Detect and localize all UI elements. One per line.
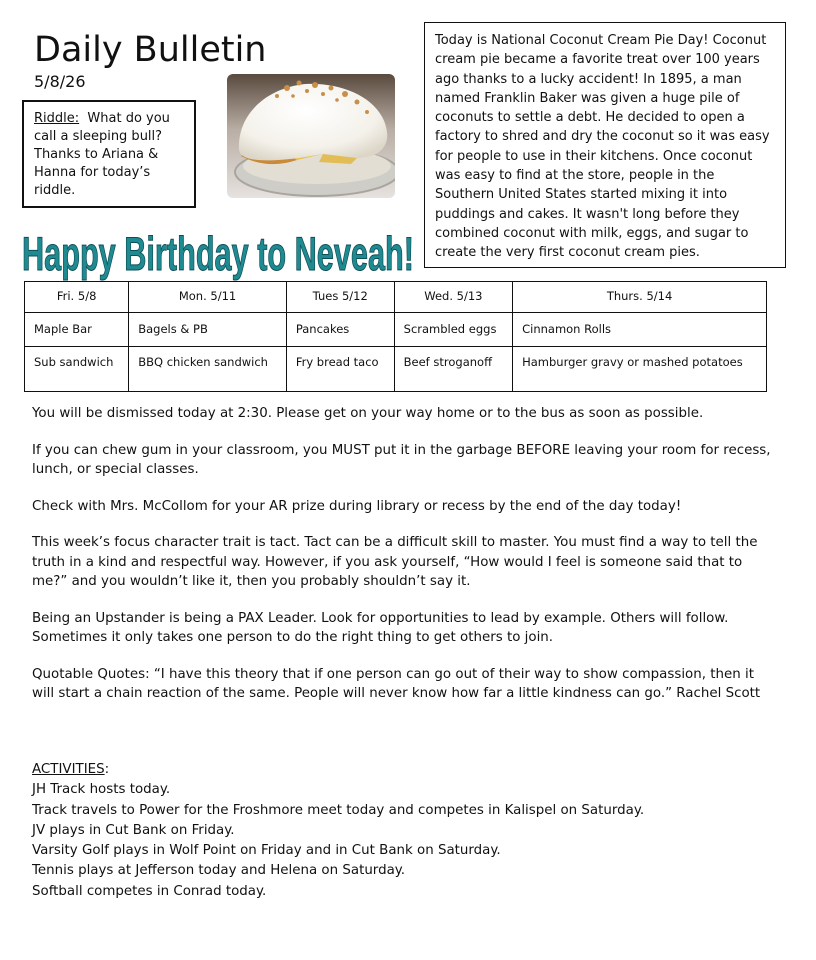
menu-lunch: Beef stroganoff <box>394 347 512 392</box>
riddle-text: What do you call a sleeping bull? Thanks to Ariana & Hanna for today’s riddle. <box>34 111 170 198</box>
activity-item: JH Track hosts today. <box>32 782 171 798</box>
menu-breakfast: Scrambled eggs <box>394 313 512 347</box>
announcement-ar-prize: Check with Mrs. McCollom for your AR prize during library or recess by the end of the day today! <box>32 498 682 514</box>
lunch-menu-table <box>24 281 767 392</box>
menu-lunch: Sub sandwich <box>25 347 129 392</box>
table-row <box>25 313 767 347</box>
menu-day: Wed. 5/13 <box>394 282 512 313</box>
activities-section <box>32 760 778 902</box>
activity-item: Track travels to Power for the Froshmore meet today and competes in Kalispel on Saturday. <box>32 802 645 818</box>
menu-day: Fri. 5/8 <box>25 282 129 313</box>
menu-lunch: Fry bread taco <box>286 347 394 392</box>
activity-item: Softball competes in Conrad today. <box>32 883 267 899</box>
activity-item: Varsity Golf plays in Wolf Point on Friday and in Cut Bank on Saturday. <box>32 843 501 859</box>
menu-day: Thurs. 5/14 <box>513 282 767 313</box>
coconut-cream-pie-photo <box>227 74 395 198</box>
menu-breakfast: Pancakes <box>286 313 394 347</box>
announcement-quote: Quotable Quotes: “I have this theory that if one person can go out of their way to show compassion, then it will start a chain reaction of the same. People will never know how far a little kindness can go.” Rachel Scott <box>32 666 761 701</box>
table-row <box>25 347 767 392</box>
bulletin-date: 5/8/26 <box>34 72 86 91</box>
activities-heading-line <box>32 760 778 780</box>
bulletin-title: Daily Bulletin <box>34 30 267 70</box>
birthday-text: Happy Birthday to Neveah! <box>22 227 414 280</box>
activity-item: Tennis plays at Jefferson today and Helena on Saturday. <box>32 863 406 879</box>
announcement-upstander: Being an Upstander is being a PAX Leader. Look for opportunities to lead by example. Others will follow. Sometimes it only takes one person to do the right thing to get others to join. <box>32 610 729 645</box>
riddle-box <box>22 100 196 208</box>
menu-lunch: Hamburger gravy or mashed potatoes <box>513 347 767 392</box>
birthday-wordart <box>18 214 418 286</box>
menu-breakfast: Cinnamon Rolls <box>513 313 767 347</box>
menu-lunch: BBQ chicken sandwich <box>129 347 287 392</box>
announcements <box>32 404 778 721</box>
activity-item: JV plays in Cut Bank on Friday. <box>32 822 235 838</box>
announcement-dismissal: You will be dismissed today at 2:30. Please get on your way home or to the bus as soon as possible. <box>32 406 704 421</box>
menu-day: Tues 5/12 <box>286 282 394 313</box>
activities-colon: : <box>104 762 110 777</box>
activities-heading: ACTIVITIES <box>32 762 105 777</box>
table-row <box>25 282 767 313</box>
riddle-label: Riddle: <box>34 111 80 126</box>
announcement-gum: If you can chew gum in your classroom, you MUST put it in the garbage BEFORE leaving your room for recess, lunch, or special classes. <box>32 442 771 477</box>
menu-breakfast: Maple Bar <box>25 313 129 347</box>
menu-breakfast: Bagels & PB <box>129 313 287 347</box>
fact-text: Today is National Coconut Cream Pie Day! Coconut cream pie became a favorite treat over 100 years ago thanks to a lucky accident! In 1895, a man named Franklin Baker was given a huge pile of coconuts to settle a debt. He decided to open a factory to shred and dry the coconut so it was easy for people to use in their kitchens. Once coconut was easy to find at the store, people in the Southern United States started mixing it into puddings and cakes. It wasn't long before they combined coconut with milk, eggs, and sugar to create the very first coconut cream pies. <box>435 33 770 261</box>
coconut-pie-fact-box <box>424 22 786 268</box>
menu-day: Mon. 5/11 <box>129 282 287 313</box>
announcement-character-trait: This week’s focus character trait is tact. Tact can be a difficult skill to master. You must find a way to tell the truth in a kind and respectful way. However, if you ask yourself, “How would I feel is someone said that to me?” and you wouldn’t like it, then you probably shouldn’t say it. <box>32 535 758 589</box>
